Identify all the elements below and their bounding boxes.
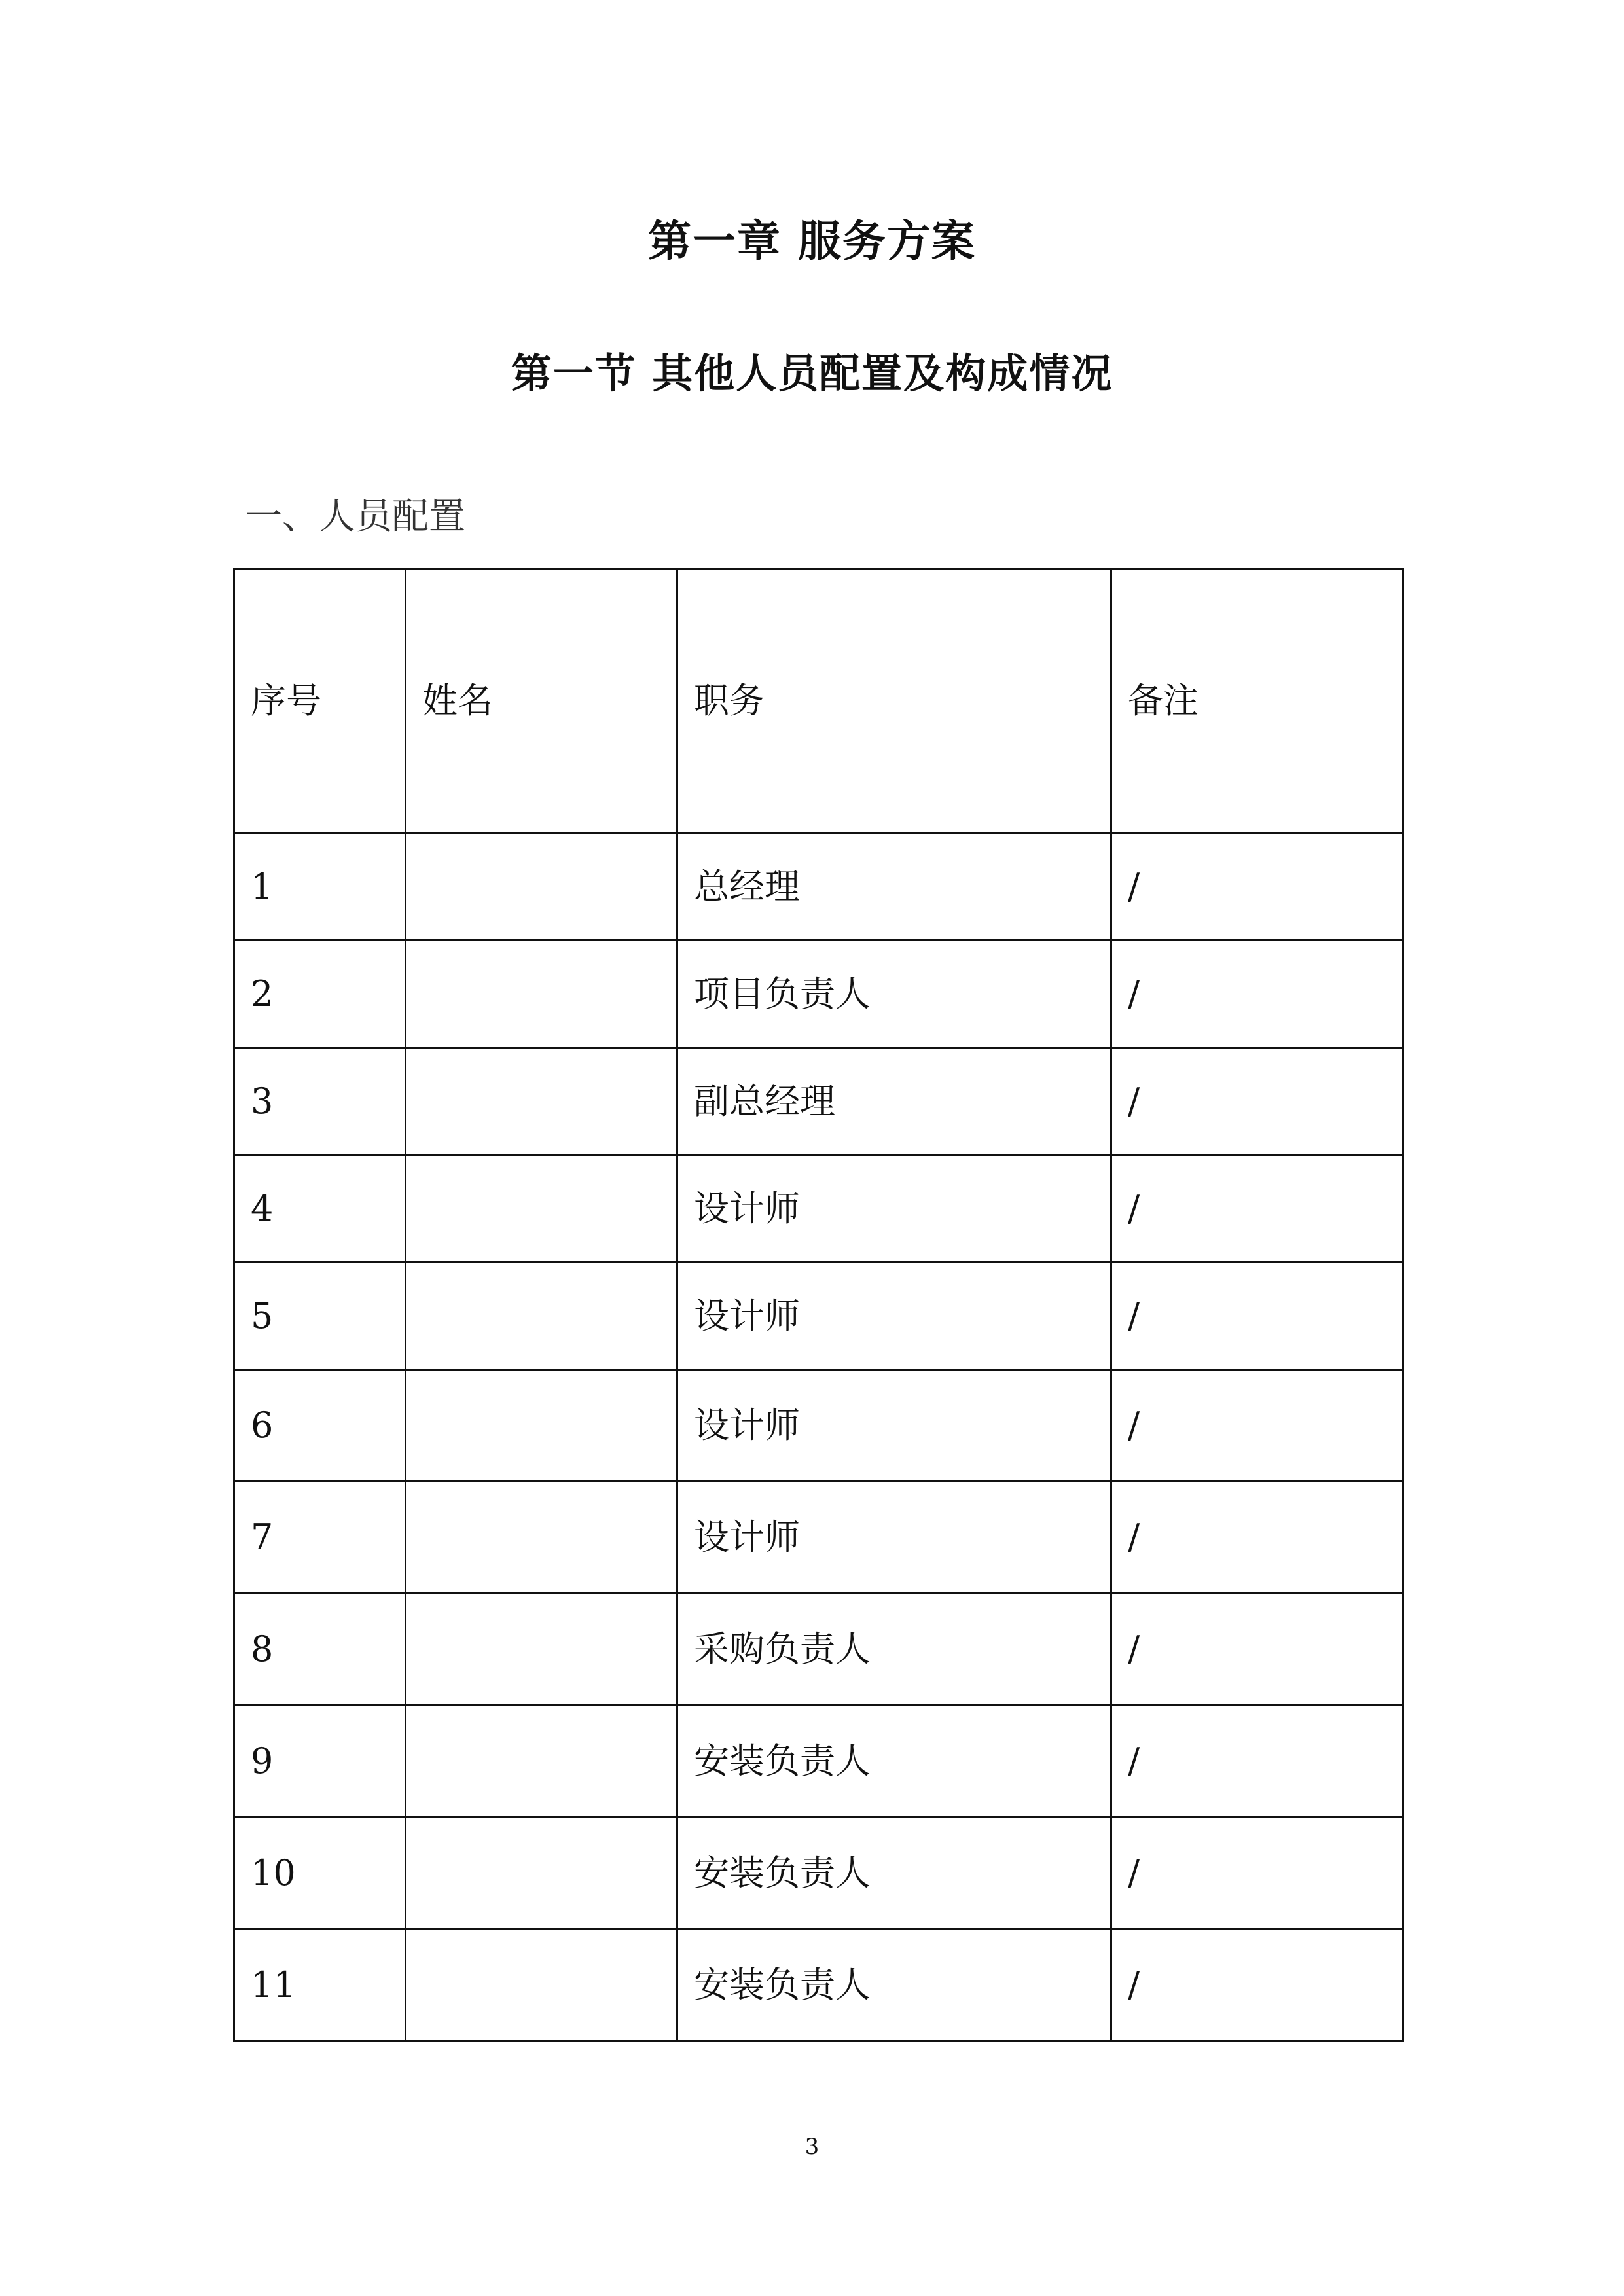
table-row <box>234 1370 1403 1482</box>
cell-position: 设计师 <box>677 1263 1111 1370</box>
table-row <box>234 1706 1403 1818</box>
section-title: 第一节 其他人员配置及构成情况 <box>511 350 1113 397</box>
table-row <box>234 1263 1403 1370</box>
table-row <box>234 1594 1403 1706</box>
cell-position: 安装负责人 <box>677 1929 1111 2041</box>
cell-name <box>406 1818 677 1929</box>
sub-heading: 一、人员配置 <box>245 495 465 538</box>
cell-position: 设计师 <box>677 1482 1111 1594</box>
cell-no: 9 <box>234 1706 406 1818</box>
cell-name <box>406 941 677 1048</box>
chapter-title: 第一章 服务方案 <box>648 215 976 266</box>
cell-name <box>406 1263 677 1370</box>
cell-note: / <box>1111 1818 1403 1929</box>
cell-position: 采购负责人 <box>677 1594 1111 1706</box>
cell-no: 7 <box>234 1482 406 1594</box>
cell-name <box>406 833 677 941</box>
table-row <box>234 941 1403 1048</box>
cell-no: 3 <box>234 1048 406 1155</box>
cell-note: / <box>1111 1594 1403 1706</box>
cell-note: / <box>1111 833 1403 941</box>
cell-position: 安装负责人 <box>677 1818 1111 1929</box>
cell-position: 副总经理 <box>677 1048 1111 1155</box>
cell-no: 10 <box>234 1818 406 1929</box>
cell-position: 总经理 <box>677 833 1111 941</box>
table-row <box>234 1818 1403 1929</box>
cell-position: 设计师 <box>677 1155 1111 1263</box>
cell-name <box>406 1929 677 2041</box>
cell-no: 5 <box>234 1263 406 1370</box>
cell-no: 8 <box>234 1594 406 1706</box>
cell-position: 安装负责人 <box>677 1706 1111 1818</box>
cell-name <box>406 1482 677 1594</box>
staff-table <box>233 568 1404 2042</box>
cell-note: / <box>1111 941 1403 1048</box>
cell-no: 6 <box>234 1370 406 1482</box>
header-cell-position: 职务 <box>677 569 1111 833</box>
cell-name <box>406 1048 677 1155</box>
cell-position: 设计师 <box>677 1370 1111 1482</box>
cell-no: 11 <box>234 1929 406 2041</box>
cell-name <box>406 1594 677 1706</box>
cell-no: 2 <box>234 941 406 1048</box>
table-row <box>234 1155 1403 1263</box>
table-row <box>234 1482 1403 1594</box>
cell-note: / <box>1111 1155 1403 1263</box>
cell-name <box>406 1706 677 1818</box>
header-cell-note: 备注 <box>1111 569 1403 833</box>
cell-note: / <box>1111 1048 1403 1155</box>
cell-name <box>406 1155 677 1263</box>
cell-note: / <box>1111 1370 1403 1482</box>
table-row <box>234 1929 1403 2041</box>
cell-note: / <box>1111 1482 1403 1594</box>
cell-note: / <box>1111 1929 1403 2041</box>
table-row <box>234 833 1403 941</box>
cell-position: 项目负责人 <box>677 941 1111 1048</box>
cell-note: / <box>1111 1263 1403 1370</box>
cell-no: 1 <box>234 833 406 941</box>
table-row <box>234 1048 1403 1155</box>
cell-note: / <box>1111 1706 1403 1818</box>
header-cell-no: 序号 <box>234 569 406 833</box>
cell-name <box>406 1370 677 1482</box>
header-cell-name: 姓名 <box>406 569 677 833</box>
page-number: 3 <box>804 2134 820 2160</box>
cell-no: 4 <box>234 1155 406 1263</box>
table-header-row <box>234 569 1403 833</box>
